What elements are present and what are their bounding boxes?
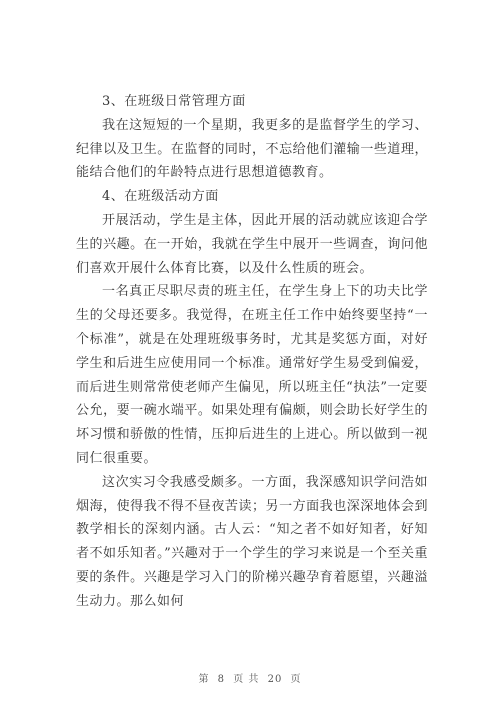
paragraph-head-teacher: 一名真正尽职尽责的班主任，在学生身上下的功夫比学生的父母还要多。我觉得，在班主任工作中始终要坚持“一个标准”，就是在处理班级事务时，尤其是奖惩方面，对好学生和后进生应使用同一个标准。通常好学生易受到偏爱，而后进生则常常使老师产生偏见，所以班主任“执法”一定要公允，要一碗水端平。如果处理有偏颇，则会助长好学生的坏习惯和骄傲的性情，压抑后进生的上进心。所以做到一视同仁很重要。: [76, 284, 428, 466]
page-footer: [0, 670, 500, 685]
paragraph-class-activities: 开展活动，学生是主体，因此开展的活动就应该迎合学生的兴趣。在一开始，我就在学生中展开一些调查，询问他们喜欢开展什么体育比赛，以及什么性质的班会。: [76, 212, 428, 276]
paragraph-class-management: 我在这短短的一个星期，我更多的是监督学生的学习、纪律以及卫生。在监督的同时，不忘给他们灌输一些道理，能结合他们的年龄特点进行思想道德教育。: [76, 117, 428, 181]
footer-page-number: 8: [217, 674, 226, 685]
section-heading-class-management: 3、在班级日常管理方面: [102, 94, 246, 109]
section-heading-class-activities: 4、在班级活动方面: [102, 189, 219, 205]
footer-middle: 页 共: [233, 674, 260, 685]
document-body: [76, 90, 428, 614]
paragraph-internship-reflection: 这次实习令我感受颇多。一方面，我深感知识学问浩如烟海，使得我不得不昼夜苦读；另一方面我也深深地体会到教学相长的深刻内涵。古人云：“知之者不如好知者，好知者不如乐知者。”兴趣对于一个学生的学习来说是一个至关重要的条件。兴趣是学习入门的阶梯兴趣孕育着愿望，兴趣溢生动力。那么如何: [76, 474, 428, 609]
footer-suffix: 页: [290, 674, 302, 685]
footer-prefix: 第: [198, 674, 210, 685]
footer-total-pages: 20: [267, 674, 283, 685]
